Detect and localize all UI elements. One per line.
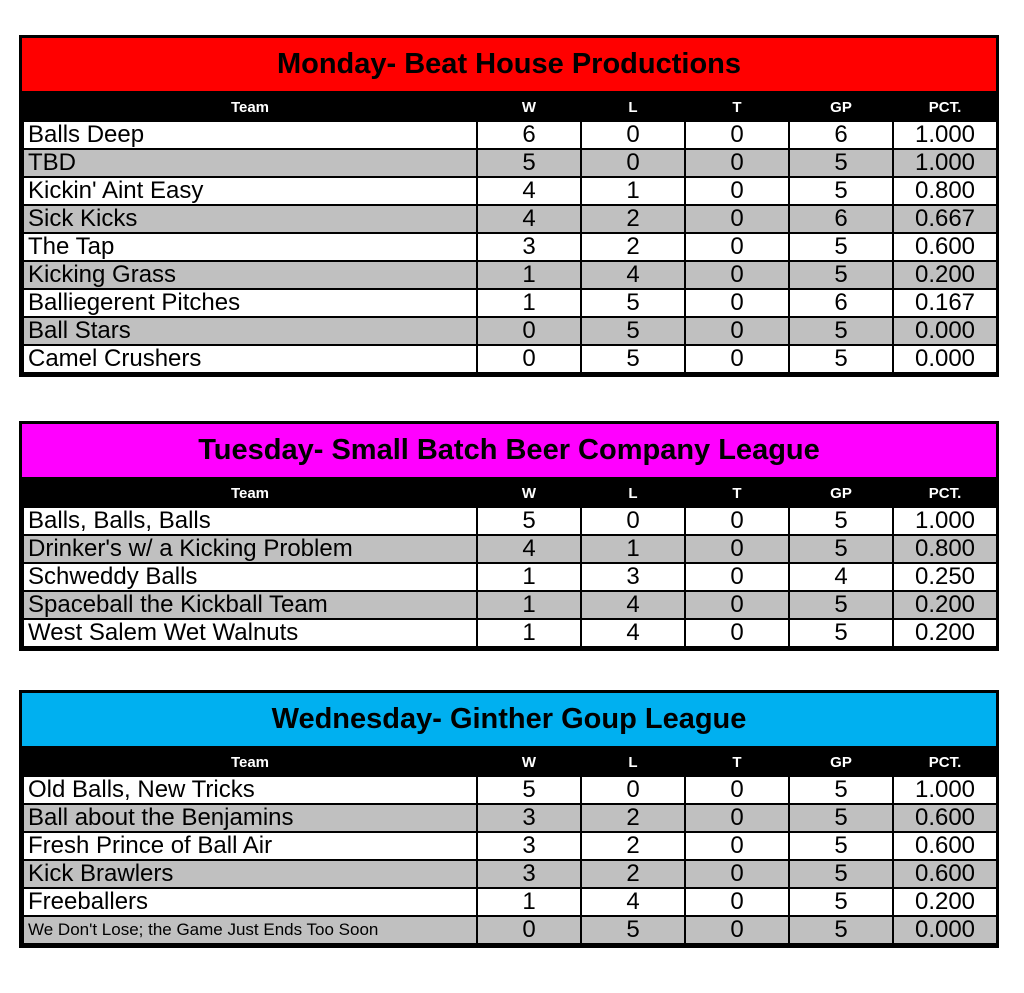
pct-cell: 0.600 [893, 832, 997, 860]
t-cell: 0 [685, 205, 789, 233]
table-row [23, 832, 997, 860]
column-header-pct: PCT. [893, 480, 997, 507]
team-name-cell: Balls, Balls, Balls [23, 507, 477, 535]
pct-cell: 0.200 [893, 888, 997, 916]
t-cell: 0 [685, 535, 789, 563]
team-name-cell: Kickin' Aint Easy [23, 177, 477, 205]
pct-cell: 0.800 [893, 535, 997, 563]
column-header-pct: PCT. [893, 749, 997, 776]
w-cell: 1 [477, 563, 581, 591]
column-header-team: Team [23, 94, 477, 121]
table-row [23, 149, 997, 177]
column-header-t: T [685, 94, 789, 121]
t-cell: 0 [685, 507, 789, 535]
pct-cell: 0.200 [893, 261, 997, 289]
team-name-cell: West Salem Wet Walnuts [23, 619, 477, 647]
pct-cell: 0.000 [893, 345, 997, 373]
table-row [23, 261, 997, 289]
pct-cell: 1.000 [893, 121, 997, 149]
l-cell: 5 [581, 345, 685, 373]
team-name-cell: Schweddy Balls [23, 563, 477, 591]
column-header-l: L [581, 480, 685, 507]
gp-cell: 6 [789, 205, 893, 233]
l-cell: 2 [581, 205, 685, 233]
l-cell: 2 [581, 233, 685, 261]
w-cell: 5 [477, 149, 581, 177]
l-cell: 2 [581, 804, 685, 832]
pct-cell: 1.000 [893, 149, 997, 177]
column-header-gp: GP [789, 94, 893, 121]
w-cell: 6 [477, 121, 581, 149]
t-cell: 0 [685, 832, 789, 860]
l-cell: 5 [581, 289, 685, 317]
gp-cell: 5 [789, 177, 893, 205]
t-cell: 0 [685, 563, 789, 591]
t-cell: 0 [685, 619, 789, 647]
t-cell: 0 [685, 345, 789, 373]
w-cell: 1 [477, 591, 581, 619]
pct-cell: 0.667 [893, 205, 997, 233]
column-header-pct: PCT. [893, 94, 997, 121]
column-header-team: Team [23, 480, 477, 507]
gp-cell: 5 [789, 535, 893, 563]
column-header-t: T [685, 480, 789, 507]
l-cell: 4 [581, 619, 685, 647]
wednesday-standings-grid [22, 749, 998, 945]
team-name-cell: Fresh Prince of Ball Air [23, 832, 477, 860]
table-row [23, 233, 997, 261]
table-row [23, 121, 997, 149]
t-cell: 0 [685, 177, 789, 205]
w-cell: 4 [477, 205, 581, 233]
column-header-row [23, 749, 997, 776]
t-cell: 0 [685, 860, 789, 888]
t-cell: 0 [685, 804, 789, 832]
team-name-cell: Drinker's w/ a Kicking Problem [23, 535, 477, 563]
gp-cell: 5 [789, 261, 893, 289]
team-name-cell: Sick Kicks [23, 205, 477, 233]
w-cell: 5 [477, 507, 581, 535]
team-name-cell: Spaceball the Kickball Team [23, 591, 477, 619]
gp-cell: 4 [789, 563, 893, 591]
l-cell: 0 [581, 121, 685, 149]
w-cell: 1 [477, 888, 581, 916]
pct-cell: 0.000 [893, 916, 997, 944]
column-header-w: W [477, 749, 581, 776]
team-name-cell: TBD [23, 149, 477, 177]
pct-cell: 1.000 [893, 507, 997, 535]
l-cell: 2 [581, 860, 685, 888]
gp-cell: 5 [789, 776, 893, 804]
team-name-cell: Kick Brawlers [23, 860, 477, 888]
t-cell: 0 [685, 233, 789, 261]
table-row [23, 177, 997, 205]
column-header-row [23, 480, 997, 507]
team-name-cell: Camel Crushers [23, 345, 477, 373]
table-row [23, 205, 997, 233]
t-cell: 0 [685, 888, 789, 916]
l-cell: 4 [581, 591, 685, 619]
column-header-t: T [685, 749, 789, 776]
table-row [23, 535, 997, 563]
gp-cell: 5 [789, 619, 893, 647]
l-cell: 0 [581, 507, 685, 535]
t-cell: 0 [685, 149, 789, 177]
column-header-w: W [477, 94, 581, 121]
pct-cell: 0.250 [893, 563, 997, 591]
gp-cell: 5 [789, 916, 893, 944]
table-row [23, 507, 997, 535]
table-row [23, 619, 997, 647]
l-cell: 1 [581, 177, 685, 205]
tuesday-standings-grid [22, 480, 998, 648]
table-row [23, 776, 997, 804]
monday-standings-grid [22, 94, 998, 374]
table-row [23, 289, 997, 317]
pct-cell: 0.200 [893, 591, 997, 619]
monday-league-title: Monday- Beat House Productions [22, 38, 996, 94]
w-cell: 0 [477, 317, 581, 345]
table-row [23, 916, 997, 944]
w-cell: 1 [477, 619, 581, 647]
l-cell: 4 [581, 888, 685, 916]
t-cell: 0 [685, 261, 789, 289]
table-row [23, 888, 997, 916]
t-cell: 0 [685, 776, 789, 804]
column-header-w: W [477, 480, 581, 507]
l-cell: 4 [581, 261, 685, 289]
pct-cell: 0.200 [893, 619, 997, 647]
column-header-l: L [581, 94, 685, 121]
gp-cell: 6 [789, 121, 893, 149]
table-row [23, 591, 997, 619]
tuesday-league-table [19, 421, 999, 651]
gp-cell: 5 [789, 832, 893, 860]
w-cell: 3 [477, 832, 581, 860]
l-cell: 0 [581, 776, 685, 804]
team-name-cell: Old Balls, New Tricks [23, 776, 477, 804]
pct-cell: 0.600 [893, 860, 997, 888]
l-cell: 5 [581, 916, 685, 944]
column-header-team: Team [23, 749, 477, 776]
gp-cell: 5 [789, 860, 893, 888]
tuesday-league-title: Tuesday- Small Batch Beer Company League [22, 424, 996, 480]
w-cell: 1 [477, 289, 581, 317]
gp-cell: 5 [789, 317, 893, 345]
l-cell: 0 [581, 149, 685, 177]
table-row [23, 860, 997, 888]
w-cell: 3 [477, 860, 581, 888]
team-name-cell: The Tap [23, 233, 477, 261]
l-cell: 1 [581, 535, 685, 563]
pct-cell: 1.000 [893, 776, 997, 804]
pct-cell: 0.000 [893, 317, 997, 345]
pct-cell: 0.800 [893, 177, 997, 205]
w-cell: 3 [477, 233, 581, 261]
team-name-cell: Ball Stars [23, 317, 477, 345]
w-cell: 4 [477, 177, 581, 205]
column-header-l: L [581, 749, 685, 776]
t-cell: 0 [685, 591, 789, 619]
monday-league-table [19, 35, 999, 377]
gp-cell: 5 [789, 804, 893, 832]
team-name-cell: Freeballers [23, 888, 477, 916]
l-cell: 5 [581, 317, 685, 345]
l-cell: 3 [581, 563, 685, 591]
pct-cell: 0.167 [893, 289, 997, 317]
w-cell: 4 [477, 535, 581, 563]
team-name-cell: Kicking Grass [23, 261, 477, 289]
t-cell: 0 [685, 121, 789, 149]
w-cell: 0 [477, 345, 581, 373]
gp-cell: 6 [789, 289, 893, 317]
pct-cell: 0.600 [893, 233, 997, 261]
gp-cell: 5 [789, 233, 893, 261]
gp-cell: 5 [789, 507, 893, 535]
team-name-cell: Balliegerent Pitches [23, 289, 477, 317]
gp-cell: 5 [789, 888, 893, 916]
table-row [23, 345, 997, 373]
w-cell: 1 [477, 261, 581, 289]
team-name-cell: Ball about the Benjamins [23, 804, 477, 832]
pct-cell: 0.600 [893, 804, 997, 832]
column-header-gp: GP [789, 480, 893, 507]
column-header-row [23, 94, 997, 121]
team-name-cell: We Don't Lose; the Game Just Ends Too Soon [23, 916, 477, 944]
team-name-cell: Balls Deep [23, 121, 477, 149]
gp-cell: 5 [789, 345, 893, 373]
wednesday-league-title: Wednesday- Ginther Goup League [22, 693, 996, 749]
w-cell: 5 [477, 776, 581, 804]
table-row [23, 317, 997, 345]
l-cell: 2 [581, 832, 685, 860]
table-row [23, 563, 997, 591]
t-cell: 0 [685, 289, 789, 317]
table-row [23, 804, 997, 832]
gp-cell: 5 [789, 149, 893, 177]
t-cell: 0 [685, 317, 789, 345]
w-cell: 3 [477, 804, 581, 832]
t-cell: 0 [685, 916, 789, 944]
gp-cell: 5 [789, 591, 893, 619]
column-header-gp: GP [789, 749, 893, 776]
wednesday-league-table [19, 690, 999, 948]
w-cell: 0 [477, 916, 581, 944]
